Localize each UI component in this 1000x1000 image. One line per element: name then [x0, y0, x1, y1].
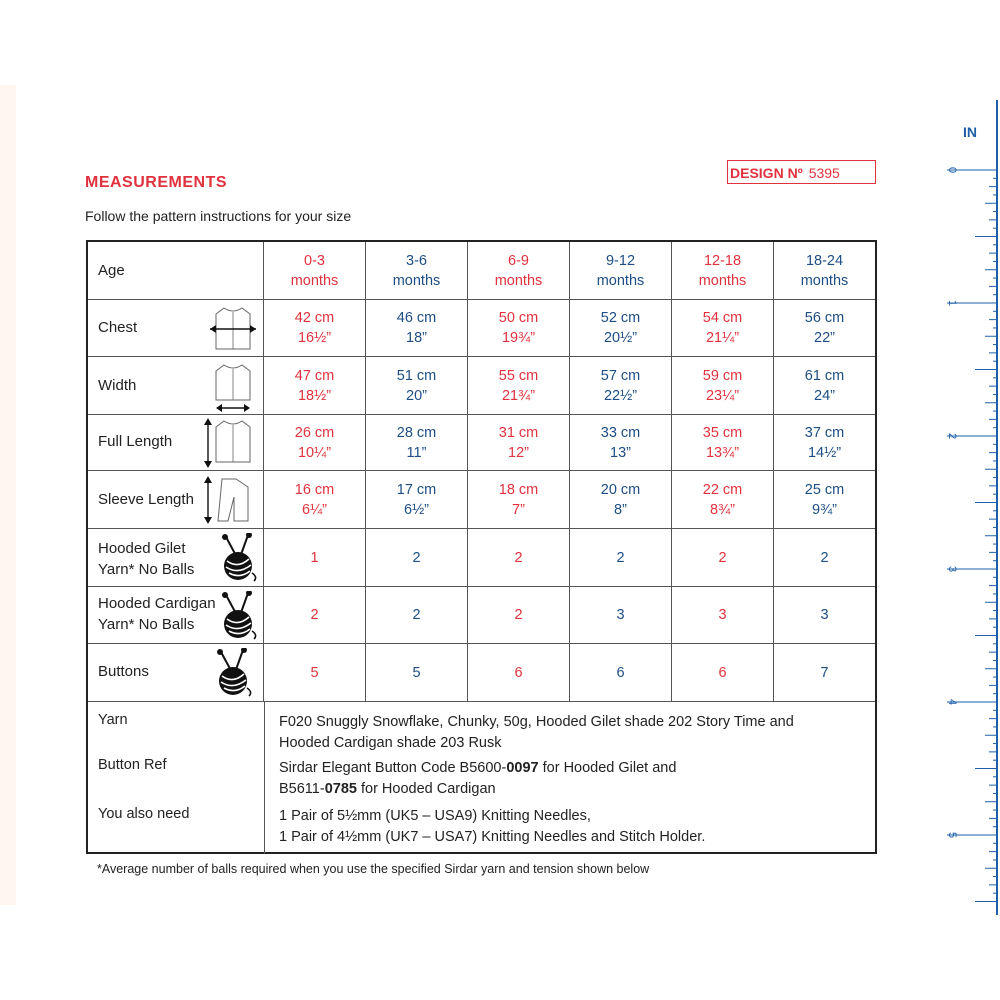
chest-cell: [672, 300, 774, 356]
design-label: DESIGN Nº: [730, 165, 803, 181]
chest-cell: [468, 300, 570, 356]
ruler-ticks: [947, 170, 997, 902]
chest-in: 18”: [406, 330, 427, 346]
sleeve-length-cm: 18 cm: [498, 481, 539, 498]
sleeve-length-cell: [774, 471, 875, 528]
gilet-balls-cell: [774, 529, 875, 586]
width-cm: 61 cm: [804, 367, 845, 384]
full-length-cm: 33 cm: [600, 424, 641, 441]
age-cell: [672, 242, 774, 299]
age-cell: [570, 242, 672, 299]
sleeve-length-cm: 20 cm: [600, 481, 641, 498]
yarn-ball-icon: [218, 591, 260, 641]
age-range: 9-12: [605, 252, 636, 269]
sleeve-length-row: [88, 470, 875, 528]
width-label: Width: [98, 377, 137, 394]
full-length-cell: [672, 415, 774, 470]
chest-cm: 46 cm: [396, 310, 437, 326]
sleeve-length-in: 9¾”: [812, 501, 837, 518]
age-range: 18-24: [805, 252, 844, 269]
subtitle: Follow the pattern instructions for your size: [85, 208, 352, 224]
sleeve-length-cm: 22 cm: [702, 481, 743, 498]
sleeve-length-cell: [570, 471, 672, 528]
full-length-cell: [264, 415, 366, 470]
full-length-row: [88, 414, 875, 470]
width-in: 20”: [406, 387, 427, 404]
full-length-in: 13”: [610, 444, 631, 461]
width-in: 18½”: [297, 387, 332, 404]
sleeve-length-cell: [366, 471, 468, 528]
ruler-number: 3: [946, 565, 959, 573]
buttons-cell: [366, 644, 468, 701]
button-code-suffix: for Hooded Cardigan: [356, 781, 496, 797]
chest-cm: 56 cm: [804, 310, 845, 326]
age-range: 0-3: [304, 252, 325, 269]
sleeve-length-in: 8¾”: [710, 501, 735, 518]
cardigan-balls-cell: [672, 587, 774, 643]
chest-row: [88, 299, 875, 356]
age-cell: [774, 242, 875, 299]
full-length-in: 12”: [508, 444, 529, 461]
buttons-cell: [570, 644, 672, 701]
gilet-balls-cell: [366, 529, 468, 586]
sleeve-length-cell: [264, 471, 366, 528]
ruler-number: 0: [946, 166, 959, 174]
sleeve-length-in: 6¼”: [302, 501, 327, 518]
full-length-cell: [366, 415, 468, 470]
ruler-unit-label: IN: [963, 124, 977, 140]
row-label-cell: [88, 471, 264, 528]
yarn-line: F020 Snuggly Snowflake, Chunky, 50g, Hooded Gilet shade 202 Story Time and: [279, 714, 794, 730]
yarn-text: [279, 712, 794, 754]
cardigan-length-icon: [200, 416, 258, 470]
row-label-cell: [88, 242, 264, 299]
ruler-number: 5: [946, 831, 959, 839]
ruler-number: 4: [946, 698, 959, 706]
width-cell: [264, 357, 366, 414]
width-in: 22½”: [603, 387, 638, 404]
width-cm: 51 cm: [396, 367, 437, 384]
row-label-cell: [88, 529, 264, 586]
age-unit: months: [698, 272, 747, 289]
age-label: Age: [98, 262, 125, 279]
sleeve-length-in: 6½”: [404, 501, 429, 518]
cardigan-balls-cell: [366, 587, 468, 643]
cardigan-balls: 2: [310, 607, 319, 623]
chest-in: 19¾”: [501, 330, 536, 346]
buttons-cell: [468, 644, 570, 701]
full-length-in: 13¾”: [705, 444, 740, 461]
buttons-cell: [774, 644, 875, 701]
sleeve-length-icon: [198, 473, 258, 527]
page-edge-strip: [0, 85, 16, 905]
page-title: MEASUREMENTS: [85, 174, 228, 191]
full-length-in: 10¼”: [297, 444, 332, 461]
column-divider: [264, 702, 265, 854]
chest-cm: 50 cm: [498, 310, 539, 326]
button-ref-line: [279, 779, 676, 800]
button-code-suffix: for Hooded Gilet and: [538, 760, 677, 776]
yarn-ball-icon: [213, 648, 255, 698]
sleeve-length-cell: [468, 471, 570, 528]
sleeve-length-label: Sleeve Length: [98, 491, 194, 508]
full-length-cell: [468, 415, 570, 470]
gilet-balls-cell: [570, 529, 672, 586]
yarn-ball-icon: [218, 533, 260, 583]
row-label-cell: [88, 587, 264, 643]
chest-cell: [264, 300, 366, 356]
width-row: [88, 356, 875, 414]
gilet-balls: 1: [310, 549, 319, 566]
age-unit: months: [290, 272, 339, 289]
age-row: [88, 242, 875, 299]
design-number-box: [727, 160, 876, 184]
cardigan-balls: 2: [412, 607, 421, 623]
chest-in: 21¼”: [705, 330, 740, 346]
sleeve-length-in: 7”: [512, 501, 525, 518]
cardigan-balls-cell: [264, 587, 366, 643]
cardigan-balls-cell: [570, 587, 672, 643]
chest-cm: 52 cm: [600, 310, 641, 326]
footnote: *Average number of balls required when you use the specified Sirdar yarn and tension shown below: [97, 862, 650, 876]
cardigan-balls: 3: [616, 607, 625, 623]
chest-label: Chest: [98, 319, 138, 336]
chest-cell: [366, 300, 468, 356]
button-code-number: 0097: [506, 760, 539, 776]
button-ref-label: Button Ref: [98, 757, 167, 773]
also-need-text: [279, 806, 705, 848]
gilet-yarn-label: Yarn* No Balls: [98, 561, 195, 578]
yarn-label: Yarn: [98, 712, 128, 728]
inch-ruler: [905, 95, 1000, 915]
design-number: 5395: [808, 165, 840, 181]
width-cm: 57 cm: [600, 367, 641, 384]
also-need-line: 1 Pair of 4½mm (UK7 – USA7) Knitting Needles and Stitch Holder.: [279, 829, 706, 845]
age-cell: [468, 242, 570, 299]
buttons-count: 6: [514, 664, 523, 681]
chest-cell: [570, 300, 672, 356]
width-cm: 59 cm: [702, 367, 743, 384]
full-length-cm: 35 cm: [702, 424, 743, 441]
cardigan-balls: 3: [718, 607, 727, 623]
buttons-label: Buttons: [98, 663, 149, 680]
gilet-label: Hooded Gilet: [98, 540, 186, 557]
width-cm: 47 cm: [294, 367, 335, 384]
measurements-table: [86, 240, 877, 854]
buttons-cell: [672, 644, 774, 701]
gilet-yarn-row: [88, 528, 875, 586]
cardigan-chest-icon: [208, 302, 258, 356]
full-length-cm: 26 cm: [294, 424, 335, 441]
age-unit: months: [494, 272, 543, 289]
cardigan-label: Hooded Cardigan: [98, 595, 216, 612]
gilet-balls-cell: [468, 529, 570, 586]
full-length-label: Full Length: [98, 433, 173, 450]
row-label-cell: [88, 644, 264, 701]
materials-section: [88, 701, 875, 854]
cardigan-balls: 3: [820, 607, 829, 623]
yarn-line: Hooded Cardigan shade 203 Rusk: [279, 735, 502, 751]
chest-cm: 42 cm: [294, 310, 335, 326]
buttons-row: [88, 643, 875, 701]
sleeve-length-cm: 16 cm: [294, 481, 335, 498]
width-cm: 55 cm: [498, 367, 539, 384]
width-in: 21¾”: [501, 387, 536, 404]
full-length-cm: 28 cm: [396, 424, 437, 441]
gilet-balls: 2: [718, 549, 727, 566]
width-cell: [468, 357, 570, 414]
age-unit: months: [800, 272, 849, 289]
gilet-balls: 2: [616, 549, 625, 566]
button-code-prefix: B5611-: [279, 781, 325, 797]
width-in: 23¼”: [705, 387, 740, 404]
buttons-count: 7: [820, 664, 829, 681]
row-label-cell: [88, 357, 264, 414]
sleeve-length-cm: 25 cm: [804, 481, 845, 498]
cardigan-balls: 2: [514, 607, 523, 623]
age-range: 6-9: [508, 252, 529, 269]
cardigan-balls-cell: [468, 587, 570, 643]
also-need-line: 1 Pair of 5½mm (UK5 – USA9) Knitting Needles,: [279, 808, 591, 824]
gilet-balls: 2: [514, 549, 523, 566]
ruler-number: 2: [946, 432, 959, 440]
full-length-cell: [774, 415, 875, 470]
button-ref-line: [279, 758, 676, 779]
sleeve-length-cm: 17 cm: [396, 481, 437, 498]
button-code-prefix: Sirdar Elegant Button Code B5600-: [279, 760, 507, 776]
row-label-cell: [88, 415, 264, 470]
also-need-label: You also need: [98, 806, 190, 822]
gilet-balls-cell: [264, 529, 366, 586]
buttons-count: 6: [616, 664, 625, 681]
sleeve-length-cell: [672, 471, 774, 528]
full-length-in: 11”: [406, 444, 427, 461]
button-ref-text: [279, 758, 676, 800]
width-in: 24”: [814, 387, 835, 404]
cardigan-balls-cell: [774, 587, 875, 643]
chest-cell: [774, 300, 875, 356]
cardigan-yarn-row: [88, 586, 875, 643]
gilet-balls: 2: [412, 549, 421, 566]
full-length-cm: 37 cm: [804, 424, 845, 441]
full-length-in: 14½”: [807, 444, 842, 461]
gilet-balls-cell: [672, 529, 774, 586]
age-range: 12-18: [703, 252, 742, 269]
age-range: 3-6: [406, 252, 427, 269]
age-unit: months: [596, 272, 645, 289]
gilet-balls: 2: [820, 549, 829, 566]
cardigan-yarn-label: Yarn* No Balls: [98, 616, 195, 633]
buttons-count: 5: [310, 664, 319, 681]
width-cell: [570, 357, 672, 414]
width-cell: [774, 357, 875, 414]
sleeve-length-in: 8”: [614, 501, 627, 518]
width-cell: [366, 357, 468, 414]
buttons-count: 6: [718, 664, 727, 681]
age-cell: [366, 242, 468, 299]
ruler-number: 1: [946, 299, 959, 307]
buttons-count: 5: [412, 664, 421, 681]
row-label-cell: [88, 300, 264, 356]
full-length-cm: 31 cm: [498, 424, 539, 441]
age-unit: months: [392, 272, 441, 289]
chest-in: 22”: [814, 330, 835, 346]
buttons-cell: [264, 644, 366, 701]
chest-in: 20½”: [603, 330, 638, 346]
age-cell: [264, 242, 366, 299]
chest-in: 16½”: [297, 330, 332, 346]
full-length-cell: [570, 415, 672, 470]
cardigan-width-icon: [208, 359, 258, 415]
chest-cm: 54 cm: [702, 310, 743, 326]
width-cell: [672, 357, 774, 414]
button-code-number: 0785: [324, 781, 357, 797]
